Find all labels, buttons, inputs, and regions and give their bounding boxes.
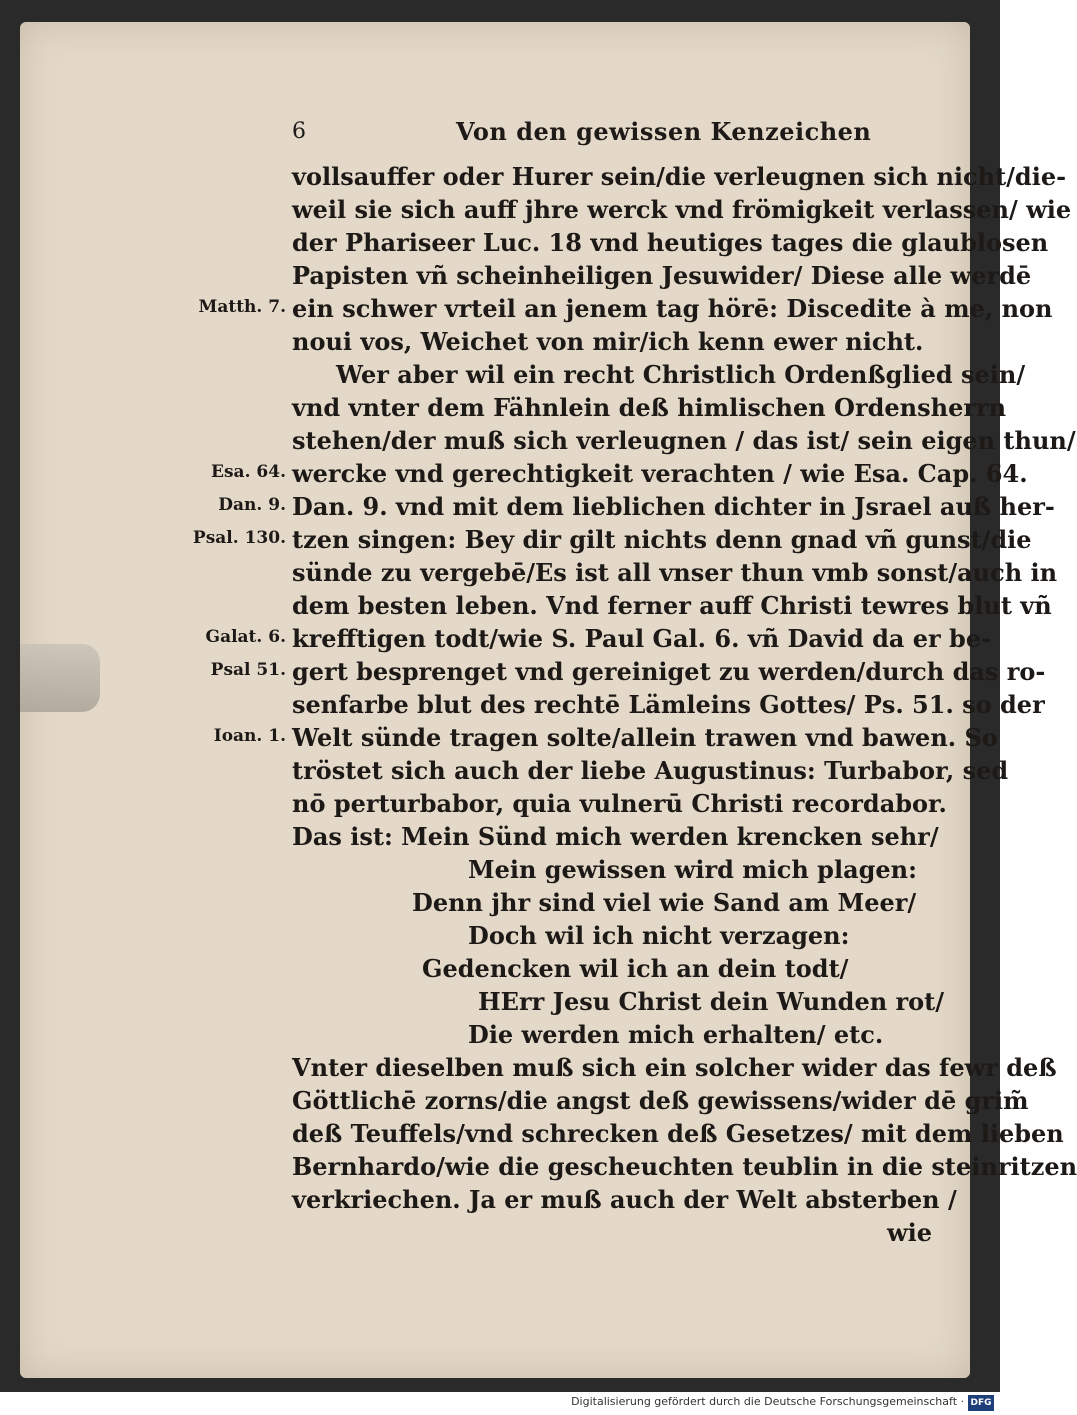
text-line: Dan. 9. vnd mit dem lieblichen dichter in Jsrael auß her-	[292, 492, 1055, 521]
text-line: Bernhardo/wie die gescheuchten teublin in die steinritzen	[292, 1152, 1077, 1181]
text-line: Gedencken wil ich an dein todt/	[422, 954, 849, 983]
text-line: senfarbe blut des rechtē Lämleins Gottes/ Ps. 51. so der	[292, 690, 1045, 719]
text-line: ein schwer vrteil an jenem tag hörē: Discedite à me, non	[292, 294, 1053, 323]
text-line: dem besten leben. Vnd ferner auff Christi tewres blut vñ	[292, 591, 1052, 620]
text-line: Wer aber wil ein recht Christlich Ordenßglied sein/	[336, 360, 1026, 389]
text-line: tzen singen: Bey dir gilt nichts denn gnad vñ gunst/die	[292, 525, 1032, 554]
text-line: HErr Jesu Christ dein Wunden rot/	[478, 987, 945, 1016]
text-line: Die werden mich erhalten/ etc.	[468, 1020, 884, 1049]
margin-note: Esa. 64.	[211, 462, 286, 482]
text-line: Das ist: Mein Sünd mich werden krencken sehr/	[292, 822, 939, 851]
text-line: deß Teuffels/vnd schrecken deß Gesetzes/ mit dem lieben	[292, 1119, 1064, 1148]
page-header	[0, 117, 1000, 153]
text-line: verkriechen. Ja er muß auch der Welt absterben /	[292, 1185, 957, 1214]
margin-note: Dan. 9.	[218, 495, 286, 515]
text-line: Denn jhr sind viel wie Sand am Meer/	[412, 888, 917, 917]
text-line: weil sie sich auff jhre werck vnd frömigkeit verlassen/ wie	[292, 195, 1072, 224]
margin-note: Matth. 7.	[198, 297, 286, 317]
text-line: Mein gewissen wird mich plagen:	[468, 855, 917, 884]
text-line: Doch wil ich nicht verzagen:	[468, 921, 850, 950]
text-line: krefftigen todt/wie S. Paul Gal. 6. vñ David da er be-	[292, 624, 992, 653]
page-clip	[20, 644, 100, 712]
text-line: Welt sünde tragen solte/allein trawen vnd bawen. So	[292, 723, 998, 752]
text-line: Papisten vñ scheinheiligen Jesuwider/ Diese alle werdē	[292, 261, 1032, 290]
text-line: wercke vnd gerechtigkeit verachten / wie Esa. Cap. 64.	[292, 459, 1028, 488]
margin-note: Galat. 6.	[205, 627, 286, 647]
margin-note: Ioan. 1.	[213, 726, 286, 746]
text-line: gert besprenget vnd gereiniget zu werden/durch das ro-	[292, 657, 1046, 686]
margin-note: Psal. 130.	[192, 528, 286, 548]
margin-note: Psal 51.	[210, 660, 286, 680]
text-line: vollsauffer oder Hurer sein/die verleugnen sich nicht/die-	[292, 162, 1067, 191]
text-line: sünde zu vergebē/Es ist all vnser thun vmb sonst/auch in	[292, 558, 1058, 587]
text-line: Vnter dieselben muß sich ein solcher wider das fewr deß	[292, 1053, 1057, 1082]
text-line: der Phariseer Luc. 18 vnd heutiges tages die glaublosen	[292, 228, 1049, 257]
text-line: Göttlichē zorns/die angst deß gewissens/wider dē grim̃	[292, 1086, 1029, 1115]
body-text	[292, 160, 1077, 1249]
running-title: Von den gewissen Kenzeichen	[456, 117, 872, 146]
text-line: vnd vnter dem Fähnlein deß himlischen Ordensherrn	[292, 393, 1007, 422]
text-line: stehen/der muß sich verleugnen / das ist/ sein eigen thun/	[292, 426, 1076, 455]
text-line: noui vos, Weichet von mir/ich kenn ewer nicht.	[292, 327, 924, 356]
funding-notice: Digitalisierung gefördert durch die Deutsche Forschungsgemeinschaft ·	[571, 1395, 964, 1408]
footer-bar	[0, 1392, 1000, 1415]
text-line: nō perturbabor, quia vulnerū Christi recordabor.	[292, 789, 947, 818]
text-line: wie	[886, 1218, 932, 1247]
page-number: 6	[292, 119, 306, 144]
text-line: tröstet sich auch der liebe Augustinus: Turbabor, sed	[292, 756, 1009, 785]
dfg-logo: DFG	[968, 1395, 994, 1411]
